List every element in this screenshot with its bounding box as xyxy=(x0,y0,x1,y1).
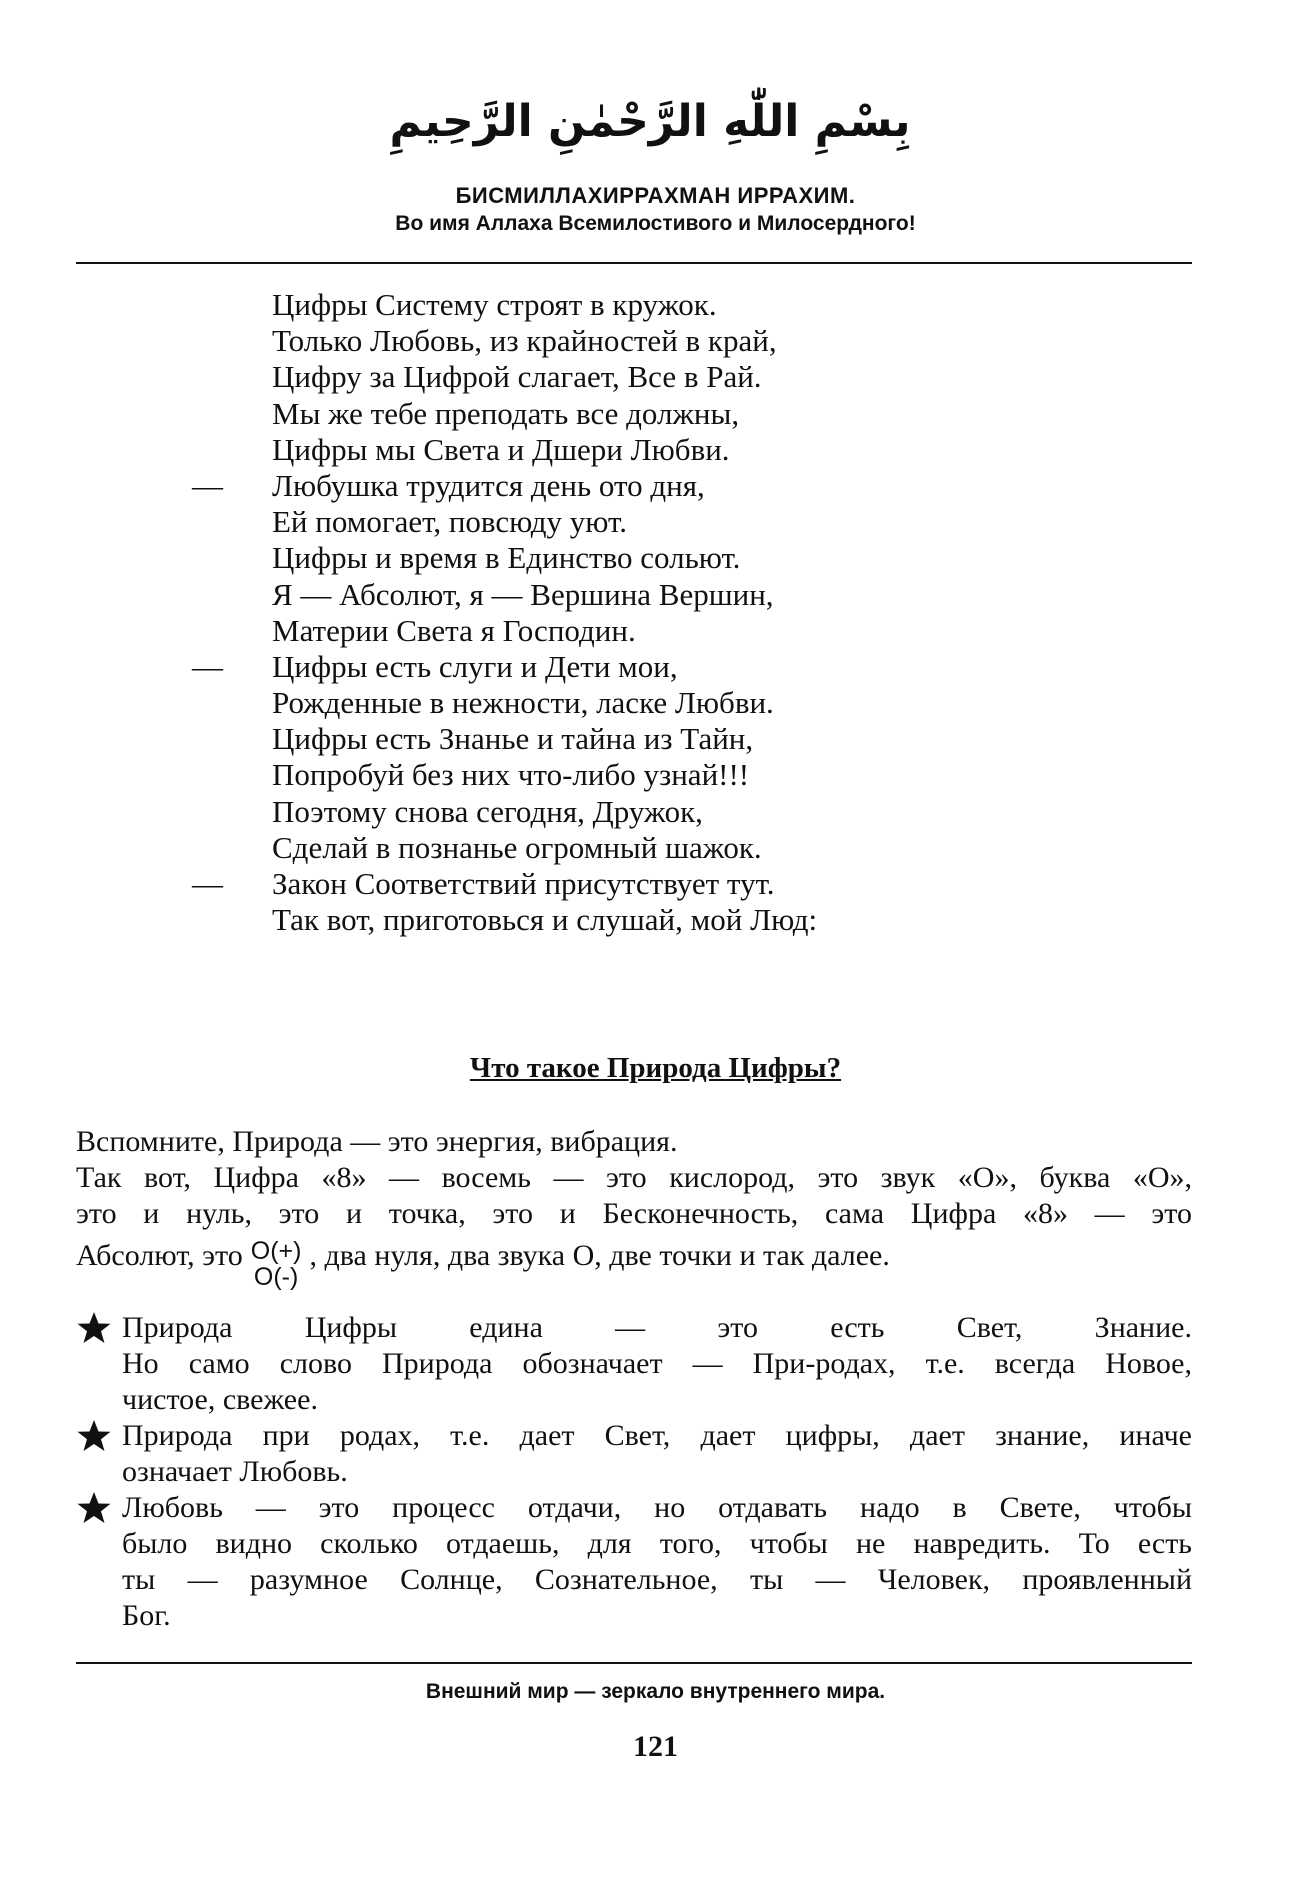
star-icon xyxy=(76,1310,112,1346)
paragraph-text: Абсолют, это xyxy=(76,1238,243,1272)
bullet-item xyxy=(76,1418,1192,1490)
poem-line-text: Рожденные в нежности, ласке Любви. xyxy=(272,685,774,721)
header-title: БИСМИЛЛАХИРРАХМАН ИРРАХИМ. xyxy=(455,183,856,208)
poem-line-text: Только Любовь, из крайностей в край, xyxy=(272,323,777,359)
footer-motto: Внешний мир — зеркало внутреннего мира. xyxy=(425,1680,886,1703)
poem-line xyxy=(192,577,1092,613)
poem-line-text: Мы же тебе преподать все должны, xyxy=(272,395,740,431)
dialogue-dash: — xyxy=(192,648,223,684)
poem-line-text: Цифры есть слуги и Дети мои, xyxy=(272,648,678,684)
page-number: 121 xyxy=(633,1730,678,1763)
bullet-line: Природа Цифры едина — это есть Свет, Знание. xyxy=(122,1311,1192,1344)
poem-line-text: Закон Соответствий присутствует тут. xyxy=(272,866,775,901)
poem-line-text: Так вот, приготовься и слушай, мой Люд: xyxy=(272,902,818,938)
poem-line-text: Цифры Систему строят в кружок. xyxy=(272,287,717,322)
poem-line-text: Поэтому снова сегодня, Дружок, xyxy=(272,793,703,829)
fraction-top: О(+) xyxy=(250,1237,302,1265)
fraction-bottom: О(-) xyxy=(253,1263,299,1291)
poem-line-text: Сделай в познанье огромный шажок. xyxy=(272,829,762,865)
header-rule xyxy=(76,262,1192,264)
poem-line-text: Цифры мы Света и Дшери Любви. xyxy=(272,431,730,467)
section-heading: Что такое Природа Цифры? xyxy=(469,1052,842,1084)
bullet-line: Бог. xyxy=(122,1599,171,1632)
svg-text:بِسْمِ اللّٰهِ الرَّحْمٰنِ الر: بِسْمِ اللّٰهِ الرَّحْمٰنِ الرَّحِيمِ xyxy=(389,96,911,147)
poem-line xyxy=(192,396,1092,432)
poem-line xyxy=(192,721,1092,757)
bullet-line: Но само слово Природа обозначает — При-родах, т.е. всегда Новое, xyxy=(122,1347,1192,1380)
poem-line xyxy=(192,830,1092,866)
bullet-line: Природа при родах, т.е. дает Свет, дает цифры, дает знание, иначе xyxy=(122,1419,1192,1452)
paragraph-text: , два нуля, два звука О, две точки и так далее. xyxy=(309,1238,890,1272)
poem-line xyxy=(192,613,1092,649)
poem-line xyxy=(192,649,1092,685)
bullet-list xyxy=(76,1310,1192,1634)
header-subtitle: Во имя Аллаха Всемилостивого и Милосердного! xyxy=(395,212,916,235)
star-icon xyxy=(76,1418,112,1454)
bullet-line: было видно сколько отдаешь, для того, чтобы не навредить. То есть xyxy=(122,1527,1192,1560)
basmala-calligraphy xyxy=(389,64,911,174)
poem-line xyxy=(192,902,1092,938)
dialogue-dash: — xyxy=(192,866,223,901)
poem-line xyxy=(192,468,1092,504)
paragraph-line: Так вот, Цифра «8» — восемь — это кислород, это звук «О», буква «О», xyxy=(76,1161,1192,1194)
star-icon xyxy=(76,1490,112,1526)
poem-line-text: Я — Абсолют, я — Вершина Вершин, xyxy=(272,576,774,612)
poem-line-text: Ей помогает, повсюду уют. xyxy=(272,504,627,540)
footer-rule xyxy=(76,1662,1192,1664)
paragraph-line-with-fraction xyxy=(76,1232,1192,1291)
bullet-line: означает Любовь. xyxy=(122,1455,348,1488)
poem-line xyxy=(192,685,1092,721)
poem-line xyxy=(192,757,1092,793)
poem-line-text: Цифру за Цифрой слагает, Все в Рай. xyxy=(272,359,762,395)
bullet-item xyxy=(76,1310,1192,1418)
intro-paragraph xyxy=(76,1124,1192,1291)
bullet-item xyxy=(76,1490,1192,1634)
poem xyxy=(192,287,1092,938)
poem-line xyxy=(192,432,1092,468)
poem-line xyxy=(192,794,1092,830)
poem-line xyxy=(192,287,1092,323)
dialogue-dash: — xyxy=(192,467,223,503)
paragraph-line: Вспомните, Природа — это энергия, вибрация. xyxy=(76,1125,678,1158)
poem-line-text: Любушка трудится день ото дня, xyxy=(272,467,705,503)
poem-line xyxy=(192,866,1092,902)
poem-line xyxy=(192,540,1092,576)
poem-line xyxy=(192,504,1092,540)
poem-line-text: Материи Света я Господин. xyxy=(272,612,636,648)
bullet-line: ты — разумное Солнце, Сознательное, ты — Человек, проявленный xyxy=(122,1563,1192,1596)
poem-line xyxy=(192,323,1092,359)
poem-line-text: Цифры есть Знанье и тайна из Тайн, xyxy=(272,721,754,757)
poem-line-text: Цифры и время в Единство сольют. xyxy=(272,540,741,576)
poem-line xyxy=(192,359,1092,395)
paragraph-line: это и нуль, это и точка, это и Бесконечность, сама Цифра «8» — это xyxy=(76,1197,1192,1230)
zero-fraction xyxy=(251,1238,302,1290)
bullet-line: чистое, свежее. xyxy=(122,1383,318,1416)
bullet-line: Любовь — это процесс отдачи, но отдавать надо в Свете, чтобы xyxy=(122,1491,1192,1524)
poem-line-text: Попробуй без них что-либо узнай!!! xyxy=(272,757,750,793)
